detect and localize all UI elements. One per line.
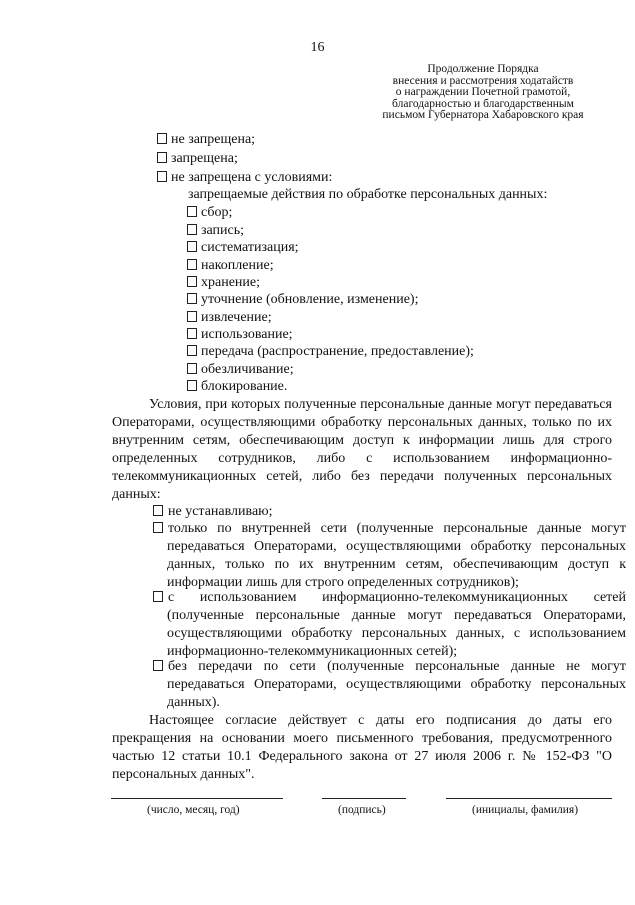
header-line: Продолжение Порядка — [427, 63, 539, 75]
header-line: внесения и рассмотрения ходатайств — [392, 74, 574, 87]
action-label: блокирование. — [201, 379, 288, 394]
header-block — [353, 64, 613, 122]
action-item[interactable] — [187, 342, 474, 361]
action-label: запись; — [201, 223, 245, 238]
checkbox-icon[interactable] — [187, 311, 197, 322]
checkbox-icon[interactable] — [153, 591, 163, 602]
action-label: передача (распространение, предоставление); — [201, 344, 474, 359]
option-label: не запрещена; — [171, 132, 256, 147]
checkbox-icon[interactable] — [187, 241, 197, 252]
checkbox-icon[interactable] — [153, 522, 163, 533]
condition-label: с использованием информационно-телекоммуникационных сетей (полученные персональные данные могут передаваться Операторами, осуществляющими обработку персональных данных, с использованием информационно-телекоммуникационных сетей); — [167, 590, 626, 659]
date-line[interactable] — [111, 798, 283, 799]
checkbox-icon[interactable] — [187, 328, 197, 339]
condition-label: только по внутренней сети (полученные персональные данные могут передаваться Операторами, осуществляющими обработку персональных данных, только по их внутренним сетям, обеспечивающим доступ к информации лишь для строго определенных сотрудников); — [167, 521, 626, 590]
header-line: письмом Губернатора Хабаровского края — [382, 109, 584, 121]
checkbox-icon[interactable] — [187, 380, 197, 391]
checkbox-icon[interactable] — [187, 224, 197, 235]
page-number: 16 — [310, 40, 325, 55]
condition-label: без передачи по сети (полученные персональные данные не могут передаваться Операторами, осуществляющими обработку персональных данных). — [167, 659, 626, 710]
action-label: сбор; — [201, 205, 233, 220]
processing-option-prohibited[interactable] — [157, 149, 238, 168]
action-label: накопление; — [201, 258, 274, 273]
condition-label: не устанавливаю; — [168, 504, 273, 519]
checkbox-icon[interactable] — [153, 660, 163, 671]
checkbox-icon[interactable] — [157, 152, 167, 163]
action-label: хранение; — [201, 275, 261, 290]
header-line: о награждении Почетной грамотой, — [395, 86, 571, 98]
checkbox-icon[interactable] — [187, 206, 197, 217]
action-item[interactable] — [187, 290, 418, 309]
header-line: благодарностью и благодарственным — [392, 97, 574, 110]
date-label: (число, месяц, год) — [147, 804, 240, 816]
signature-line[interactable] — [322, 798, 406, 799]
checkbox-icon[interactable] — [187, 363, 197, 374]
checkbox-icon[interactable] — [157, 171, 167, 182]
checkbox-icon[interactable] — [187, 345, 197, 356]
name-line[interactable] — [446, 798, 612, 799]
option-label: запрещена; — [171, 151, 238, 166]
validity-paragraph: Настоящее согласие действует с даты его подписания до даты его прекращения на основании моего письменного требования, предусмотренного частью 12 статьи 10.1 Федерального закона от 27 июля 2006 г. № 152-ФЗ "О персональных данных". — [112, 713, 612, 782]
name-label: (инициалы, фамилия) — [472, 804, 579, 816]
action-item[interactable] — [187, 377, 287, 396]
condition-option[interactable] — [153, 658, 626, 712]
action-item[interactable] — [187, 238, 299, 257]
checkbox-icon[interactable] — [157, 133, 167, 144]
option-label: не запрещена с условиями: — [171, 170, 333, 185]
action-label: систематизация; — [201, 240, 299, 255]
checkbox-icon[interactable] — [187, 276, 197, 287]
action-label: уточнение (обновление, изменение); — [201, 292, 419, 307]
action-label: обезличивание; — [201, 362, 294, 377]
condition-option[interactable] — [153, 503, 626, 521]
action-item[interactable] — [187, 203, 232, 222]
processing-option-not-prohibited[interactable] — [157, 130, 255, 149]
checkbox-icon[interactable] — [187, 259, 197, 270]
condition-option[interactable] — [153, 520, 626, 592]
signature-label: (подпись) — [338, 804, 386, 816]
action-label: извлечение; — [201, 310, 272, 325]
checkbox-icon[interactable] — [153, 505, 163, 516]
checkbox-icon[interactable] — [187, 293, 197, 304]
conditions-intro: Условия, при которых полученные персональные данные могут передаваться Операторами, осуществляющими обработку персональных данных, только по их внутренним сетям, обеспечивающим доступ к информации лишь для строго определенных сотрудников, либо с использованием информационно-телекоммуникационных сетей, либо без передачи полученных персональных данных: — [112, 397, 612, 502]
prohibited-actions-label: запрещаемые действия по обработке персональных данных: — [188, 187, 548, 202]
action-label: использование; — [201, 327, 293, 342]
condition-option[interactable] — [153, 589, 626, 661]
